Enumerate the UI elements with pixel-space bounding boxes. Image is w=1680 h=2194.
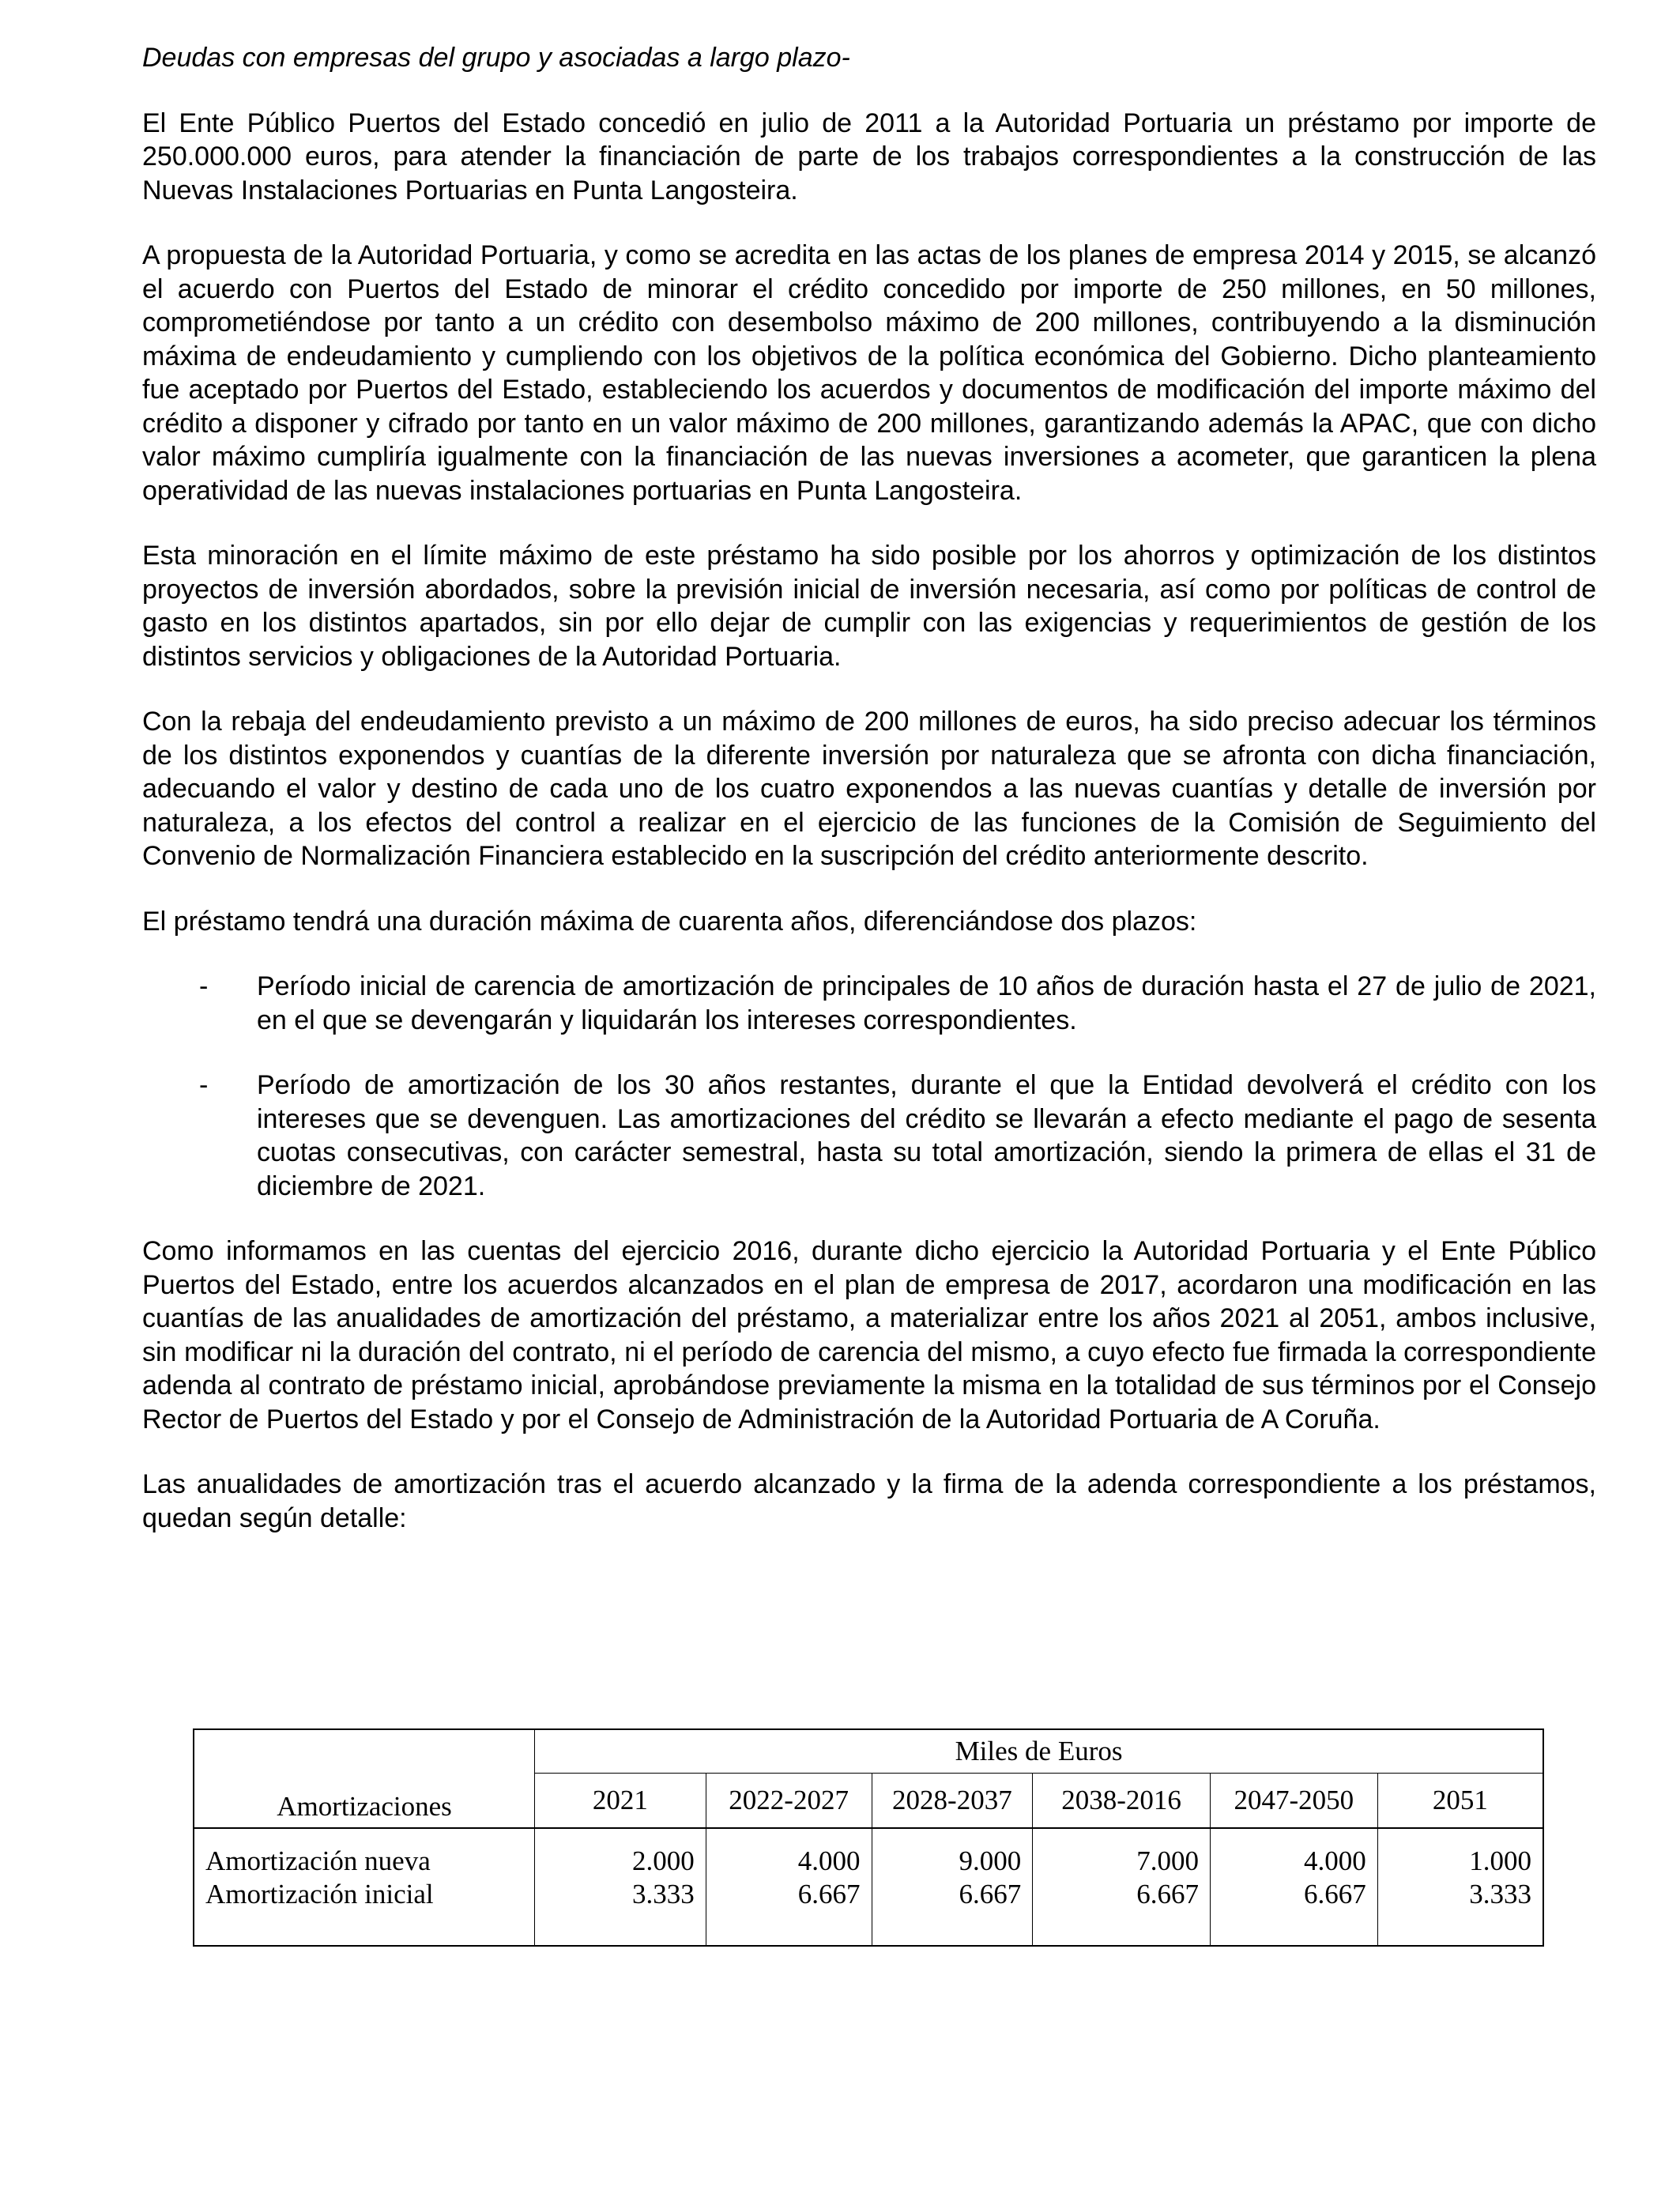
table-cell: 6.667 — [959, 1879, 1022, 1909]
table-row-header: Amortizaciones — [277, 1791, 452, 1822]
paragraph: El Ente Público Puertos del Estado concedió en julio de 2011 a la Autoridad Portuaria un préstamo por importe de 250.000.000 euros, para atender la financiación de parte de los trabajos correspondientes a la construcción de las Nuevas Instalaciones Portuarias en Punta Langosteira. — [142, 107, 1596, 205]
table-column-header: 2038-2016 — [1033, 1773, 1211, 1828]
document-body — [142, 41, 1596, 1566]
table-row-label: Amortización inicial — [205, 1879, 434, 1909]
table-column-header: 2047-2050 — [1210, 1773, 1377, 1828]
table-cell: 9.000 — [959, 1845, 1022, 1876]
bullet-list — [142, 970, 1596, 1203]
paragraph: Esta minoración en el límite máximo de este préstamo ha sido posible por los ahorros y optimización de los distintos proyectos de inversión abordados, sobre la previsión inicial de inversión necesaria, así como por políticas de control de gasto en los distintos apartados, sin por ello dejar de cumplir con las exigencias y requerimientos de gestión de los distintos servicios y obligaciones de la Autoridad Portuaria. — [142, 541, 1596, 672]
bullet-item — [142, 970, 1596, 1037]
paragraph: A propuesta de la Autoridad Portuaria, y como se acredita en las actas de los planes de empresa 2014 y 2015, se alcanzó el acuerdo con Puertos del Estado de minorar el crédito concedido por importe de 250 millones, en 50 millones, comprometiéndose por tanto a un crédito con desembolso máximo de 200 millones, contribuyendo a la disminución máxima de endeudamiento y cumpliendo con los objetivos de la política económica del Gobierno. Dicho planteamiento fue aceptado por Puertos del Estado, estableciendo los acuerdos y documentos de modificación del importe máximo del crédito a disponer y cifrado por tanto en un valor máximo de 200 millones, garantizando además la APAC, que con dicho valor máximo cumpliría igualmente con la financiación de las nuevas inversiones a acometer, que garanticen la plena operatividad de las nuevas instalaciones portuarias en Punta Langosteira. — [142, 240, 1596, 506]
table-cell: 1.000 — [1469, 1845, 1531, 1876]
table-group-header: Miles de Euros — [535, 1729, 1543, 1773]
table-column-header: 2021 — [535, 1773, 706, 1828]
table-column-header: 2051 — [1377, 1773, 1543, 1828]
section-heading: Deudas con empresas del grupo y asociadas a largo plazo- — [142, 43, 850, 73]
table-cell: 2.000 — [632, 1845, 695, 1876]
table-column-header: 2028-2037 — [872, 1773, 1033, 1828]
table-cell: 3.333 — [632, 1879, 695, 1909]
amortization-table — [193, 1728, 1544, 1947]
table-cell: 6.667 — [1136, 1879, 1199, 1909]
paragraph: Con la rebaja del endeudamiento previsto a un máximo de 200 millones de euros, ha sido preciso adecuar los términos de los distintos exponendos y cuantías de la diferente inversión por naturaleza que se afronta con dicha financiación, adecuando el valor y destino de cada uno de los cuatro exponendos a las nuevas cuantías y detalle de inversión por naturaleza, a los efectos del control a realizar en el ejercicio de las funciones de la Comisión de Seguimiento del Convenio de Normalización Financiera establecido en la suscripción del crédito anteriormente descrito. — [142, 707, 1596, 871]
bullet-marker: - — [199, 971, 209, 1001]
table-cell: 3.333 — [1469, 1879, 1531, 1909]
table-cell: 4.000 — [797, 1845, 861, 1876]
table-cell: 6.667 — [1303, 1879, 1366, 1909]
paragraph: El préstamo tendrá una duración máxima de cuarenta años, diferenciándose dos plazos: — [142, 906, 1197, 937]
bullet-marker: - — [199, 1070, 209, 1100]
bullet-text: Período inicial de carencia de amortización de principales de 10 años de duración hasta el 27 de julio de 2021, en el que se devengarán y liquidarán los intereses correspondientes. — [257, 971, 1596, 1035]
bullet-text: Período de amortización de los 30 años restantes, durante el que la Entidad devolverá el crédito con los intereses que se devenguen. Las amortizaciones del crédito se llevarán a efecto mediante el pago de sesenta cuotas consecutivas, con carácter semestral, hasta su total amortización, siendo la primera de ellas el 31 de diciembre de 2021. — [257, 1070, 1596, 1201]
table-cell: 4.000 — [1303, 1845, 1366, 1876]
paragraph: Las anualidades de amortización tras el acuerdo alcanzado y la firma de la adenda correspondiente a los préstamos, quedan según detalle: — [142, 1469, 1596, 1533]
table-cell: 7.000 — [1136, 1845, 1199, 1876]
paragraph: Como informamos en las cuentas del ejercicio 2016, durante dicho ejercicio la Autoridad Portuaria y el Ente Público Puertos del Estado, entre los acuerdos alcanzados en el plan de empresa de 2017, acordaron una modificación en las cuantías de las anualidades de amortización del préstamo, a materializar entre los años 2021 al 2051, ambos inclusive, sin modificar ni la duración del contrato, ni el período de carencia del mismo, a cuyo efecto fue firmada la correspondiente adenda al contrato de préstamo inicial, aprobándose previamente la misma en la totalidad de sus términos por el Consejo Rector de Puertos del Estado y por el Consejo de Administración de la Autoridad Portuaria de A Coruña. — [142, 1236, 1596, 1434]
table-column-header: 2022-2027 — [706, 1773, 872, 1828]
bullet-item — [142, 1069, 1596, 1203]
table-cell: 6.667 — [797, 1879, 861, 1909]
table-row-label: Amortización nueva — [205, 1845, 431, 1876]
